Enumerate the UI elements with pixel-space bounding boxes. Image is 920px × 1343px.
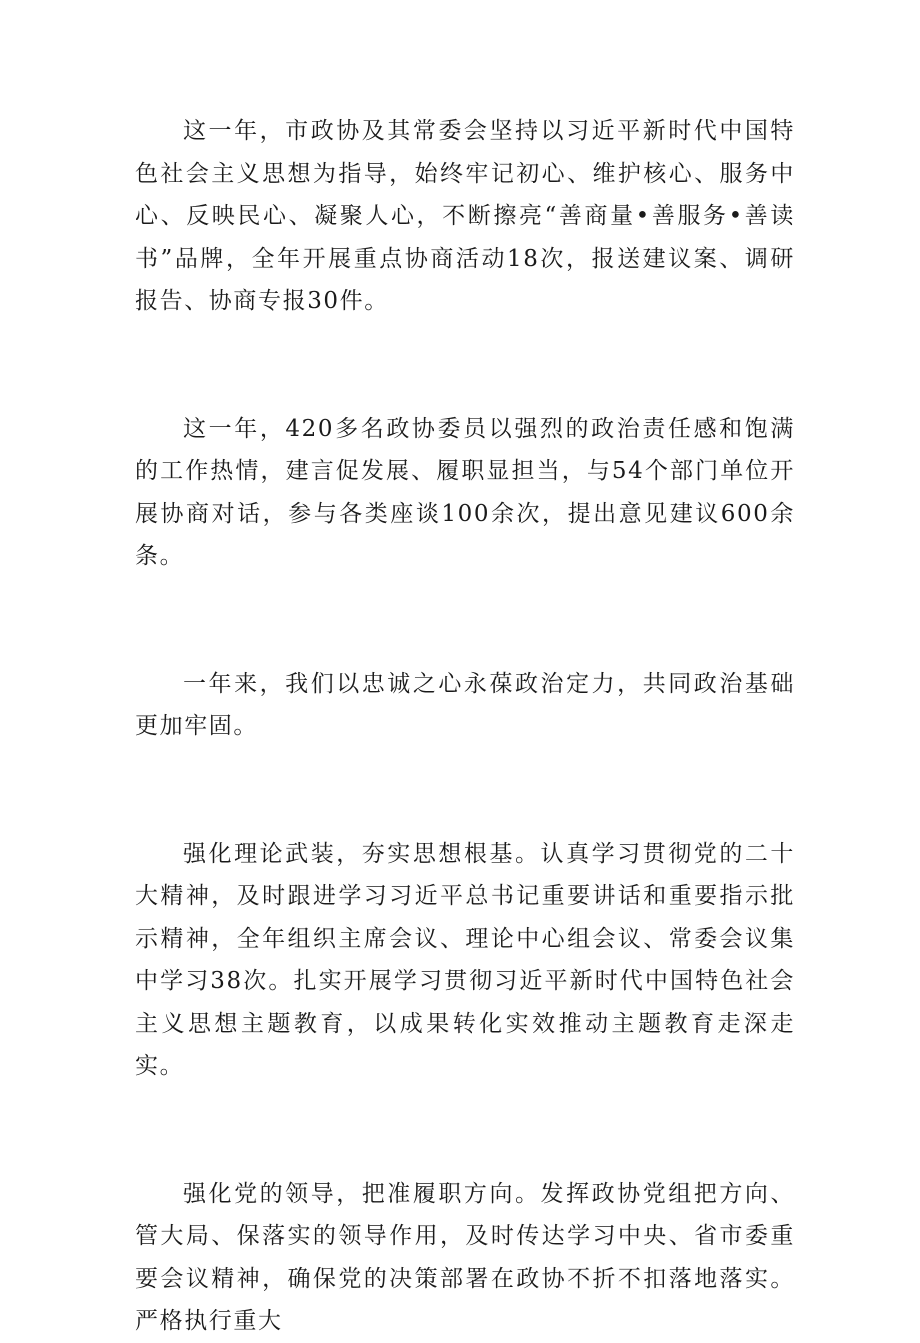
paragraph-political-loyalty: 一年来，我们以忠诚之心永葆政治定力，共同政治基础更加牢固。	[135, 670, 795, 739]
document-body	[135, 110, 795, 1343]
paragraph-annual-overview: 这一年，市政协及其常委会坚持以习近平新时代中国特色社会主义思想为指导，始终牢记初心、维护核心、服务中心、反映民心、凝聚人心，不断擦亮“善商量•善服务•善读书”品牌，全年开展重点协商活动18次，报送建议案、调研报告、协商专报30件。	[135, 118, 795, 314]
paragraph-party-leadership: 强化党的领导，把准履职方向。发挥政协党组把方向、管大局、保落实的领导作用，及时传达学习中央、省市委重要会议精神，确保党的决策部署在政协不折不扣落地落实。严格执行重大	[135, 1180, 795, 1334]
paragraph-theory-study: 强化理论武装，夯实思想根基。认真学习贯彻党的二十大精神，及时跟进学习习近平总书记重要讲话和重要指示批示精神，全年组织主席会议、理论中心组会议、常委会议集中学习38次。扎实开展学习贯彻习近平新时代中国特色社会主义思想主题教育，以成果转化实效推动主题教育走深走实。	[135, 840, 795, 1079]
paragraph-committee-members: 这一年，420多名政协委员以强烈的政治责任感和饱满的工作热情，建言促发展、履职显担当，与54个部门单位开展协商对话，参与各类座谈100余次，提出意见建议600余条。	[135, 415, 795, 569]
